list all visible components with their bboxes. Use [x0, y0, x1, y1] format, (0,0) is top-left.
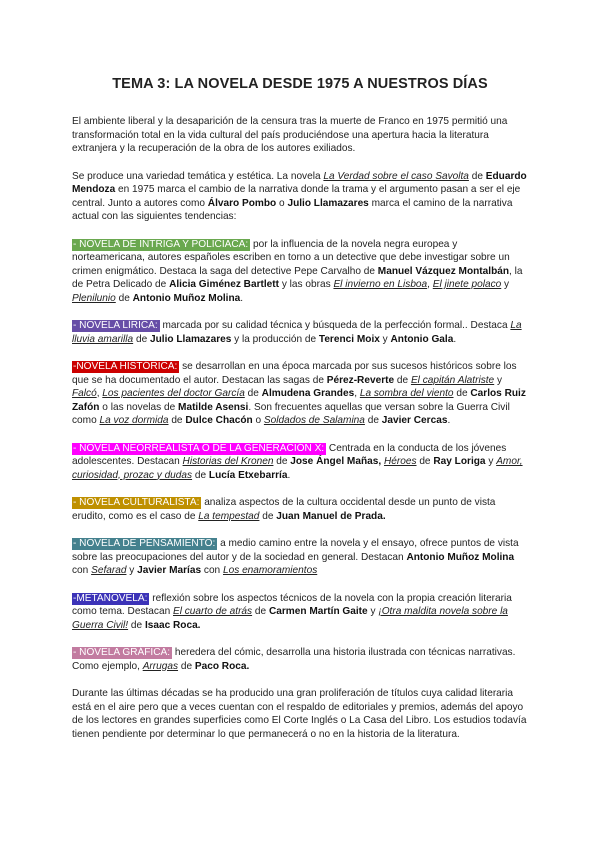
text: de — [115, 292, 133, 304]
trends-intro-paragraph — [72, 170, 528, 224]
work-title: Arrugas — [142, 660, 179, 672]
author-name: Javier Cercas — [381, 415, 448, 426]
section-novela-lirica — [72, 319, 528, 346]
author-name: Isaac Roca. — [144, 619, 201, 631]
text: . — [453, 333, 457, 345]
text: y — [379, 333, 391, 345]
author-name: Antonio Muñoz Molina — [132, 292, 241, 304]
text: heredera del cómic, desarrolla una historia ilustrada con técnicas narrativas. Como ejemplo, — [72, 647, 516, 672]
text: con — [201, 565, 223, 576]
text: y — [501, 279, 510, 290]
tag-lirica: - NOVELA LÍRICA: — [73, 320, 158, 331]
work-title: Plenilunio — [72, 292, 116, 304]
work-title: Historias del Kronen — [182, 456, 274, 467]
closing-paragraph: Durante las últimas décadas se ha producido una gran proliferación de títulos cuya calidad literaria está en el aire pero que a veces cuentan con el respaldo de editoriales y premios, además del apoyo de los lectores en grandes superficies como El Corte Inglés o La Casa del Libro. Los estudios todavía tienen pendiente por determinar lo que permanecerá o no en la historia de la literatura. — [72, 688, 527, 740]
work-title: ¡Otra maldita novela sobre la Guerra Civil! — [72, 606, 508, 631]
work-title: El capitán Alatriste — [410, 374, 495, 386]
section-metanovela — [72, 592, 528, 633]
work-title: Los pacientes del doctor García — [102, 388, 245, 399]
text: de — [468, 170, 486, 182]
text: de — [394, 374, 411, 386]
tag-pensamiento: - NOVELA DE PENSAMIENTO: — [73, 538, 216, 549]
tag-culturalista: - NOVELA CULTURALISTA: — [73, 497, 200, 508]
text: de — [252, 606, 269, 617]
author-name: Julio Llamazares — [150, 333, 232, 345]
text: de — [259, 510, 277, 522]
work-title: La lluvia amarilla — [72, 320, 522, 345]
text: y — [367, 606, 379, 617]
work-title: El cuarto de atrás — [172, 606, 253, 617]
text: de — [416, 456, 434, 467]
tag-metanovela: -METANOVELA: — [73, 592, 148, 604]
text: de — [178, 660, 195, 672]
author-name: Álvaro Pombo — [207, 197, 277, 209]
author-name: Manuel Vázquez Montalbán — [377, 265, 510, 277]
tag-intriga: - NOVELA DE INTRIGA Y POLICIACA: — [73, 238, 249, 250]
author-name: Matilde Asensi — [178, 401, 249, 413]
text: de — [192, 469, 209, 481]
author-name: Paco Roca. — [194, 660, 250, 672]
text: y la producción de — [231, 333, 319, 345]
text: y — [126, 565, 138, 576]
text: Centrada en la conducta de los jóvenes adolescentes. Destacan — [72, 442, 507, 467]
author-name: Alicia Giménez Bartlett — [169, 279, 280, 290]
text: y las obras — [279, 279, 334, 290]
work-title: La voz dormida — [99, 415, 169, 426]
section-novela-grafica — [72, 646, 528, 673]
work-title: La tempestad — [198, 510, 260, 522]
text: de — [364, 415, 382, 426]
author-name: Jose Ángel Mañas, — [290, 456, 382, 467]
work-title: El jinete polaco — [432, 279, 502, 290]
author-name: Lucía Etxebarría — [208, 469, 288, 481]
text: , — [427, 279, 433, 290]
text: , — [96, 388, 103, 399]
author-name: Antonio Gala — [390, 333, 454, 345]
author-name: Eduardo Mendoza — [72, 170, 527, 195]
text: . — [240, 292, 244, 304]
author-name: Dulce Chacón — [185, 415, 253, 426]
text: , la de Petra Delicado de — [72, 265, 523, 290]
work-title: Los enamoramientos — [222, 565, 318, 576]
author-name: Juan Manuel de Prada. — [276, 510, 386, 522]
intro-paragraph: El ambiente liberal y la desaparición de la censura tras la muerte de Franco en 1975 permitió una transformación total en la vida cultural del país produciéndose una apertura hacia la literatura extranjera y la recuperación de la obra de los autores exiliados. — [72, 116, 508, 154]
section-novela-neorrealista — [72, 442, 528, 483]
author-name: Almudena Grandes — [261, 388, 355, 399]
work-title: La Verdad sobre el caso Savolta — [323, 170, 469, 182]
text: , — [354, 388, 360, 399]
text: y — [494, 374, 503, 386]
text: marca el camino de la narrativa actual con las siguientes tendencias: — [72, 197, 513, 222]
text: o — [252, 415, 264, 426]
section-novela-intriga — [72, 238, 528, 306]
section-novela-pensamiento — [72, 537, 528, 578]
text: o — [276, 197, 288, 209]
text: marcada por su calidad técnica y búsqueda de la perfección formal.. Destaca — [159, 320, 511, 331]
text: . Son frecuentes aquellas que versan sobre la Guerra Civil como — [72, 401, 510, 426]
text: Se produce una variedad temática y estética. La novela — [72, 170, 324, 182]
text: de — [453, 388, 471, 399]
author-name: Julio Llamazares — [287, 197, 369, 209]
tag-grafica: - NOVELA GRÁFICA: — [73, 647, 171, 658]
work-title: Soldados de Salamina — [263, 415, 365, 426]
text: de — [168, 415, 186, 426]
author-name: Ray Loriga — [433, 456, 486, 467]
text: analiza aspectos de la cultura occidental desde un punto de vista erudito, como es el caso de — [72, 497, 496, 522]
work-title: La sombra del viento — [359, 388, 454, 399]
section-novela-historica — [72, 360, 528, 428]
work-title: Falcó — [72, 388, 97, 399]
text: o las novelas de — [99, 401, 179, 413]
author-name: Javier Marías — [137, 565, 202, 576]
text: de — [133, 333, 150, 345]
text: reflexión sobre los aspectos técnicos de la novela con la propia creación literaria como tema. Destacan — [72, 592, 512, 617]
section-novela-culturalista — [72, 496, 528, 523]
text: de — [244, 388, 262, 399]
text: . — [287, 469, 291, 481]
work-title: Sefarad — [91, 565, 127, 576]
text: por la influencia de la novela negra europea y norteamericana, autores españoles escriben en torno a un detective que debe investigar sobre un crimen enigmático. Destaca la saga del detective Pepe Carvalho de — [72, 238, 510, 277]
author-name: Pérez-Reverte — [326, 374, 395, 386]
text: en 1975 marca el cambio de la narrativa donde la trama y el argumento pasan a ser el eje central. Junto a autores como — [72, 184, 521, 209]
author-name: Antonio Muñoz Molina — [406, 551, 515, 563]
work-title: Héroes — [383, 456, 417, 467]
author-name: Carlos Ruiz Zafón — [72, 388, 526, 413]
author-name: Terenci Moix — [318, 333, 380, 345]
text: con — [72, 565, 92, 576]
work-title: Amor, curiosidad, prozac y dudas — [72, 456, 523, 481]
text: de — [273, 456, 291, 467]
work-title: El invierno en Lisboa — [333, 279, 428, 290]
tag-historica: -NOVELA HISTÓRICA: — [73, 361, 178, 372]
text: se desarrollan en una época marcada por sus sucesos históricos sobre los que se ha documentado el autor. Destacan las sagas de — [72, 361, 517, 386]
page-title: TEMA 3: LA NOVELA DESDE 1975 A NUESTROS DÍAS — [112, 76, 488, 92]
text: a medio camino entre la novela y el ensayo, ofrece puntos de vista sobre las preocupaciones del autor y de la sociedad en general. Destacan — [72, 538, 519, 563]
text: y — [485, 456, 497, 467]
text: de — [128, 619, 145, 631]
tag-neorrealista: - NOVELA NEORREALISTA O DE LA GENERACIÓN X: — [73, 442, 325, 454]
author-name: Carmen Martín Gaite — [268, 606, 368, 617]
text: . — [447, 415, 451, 426]
